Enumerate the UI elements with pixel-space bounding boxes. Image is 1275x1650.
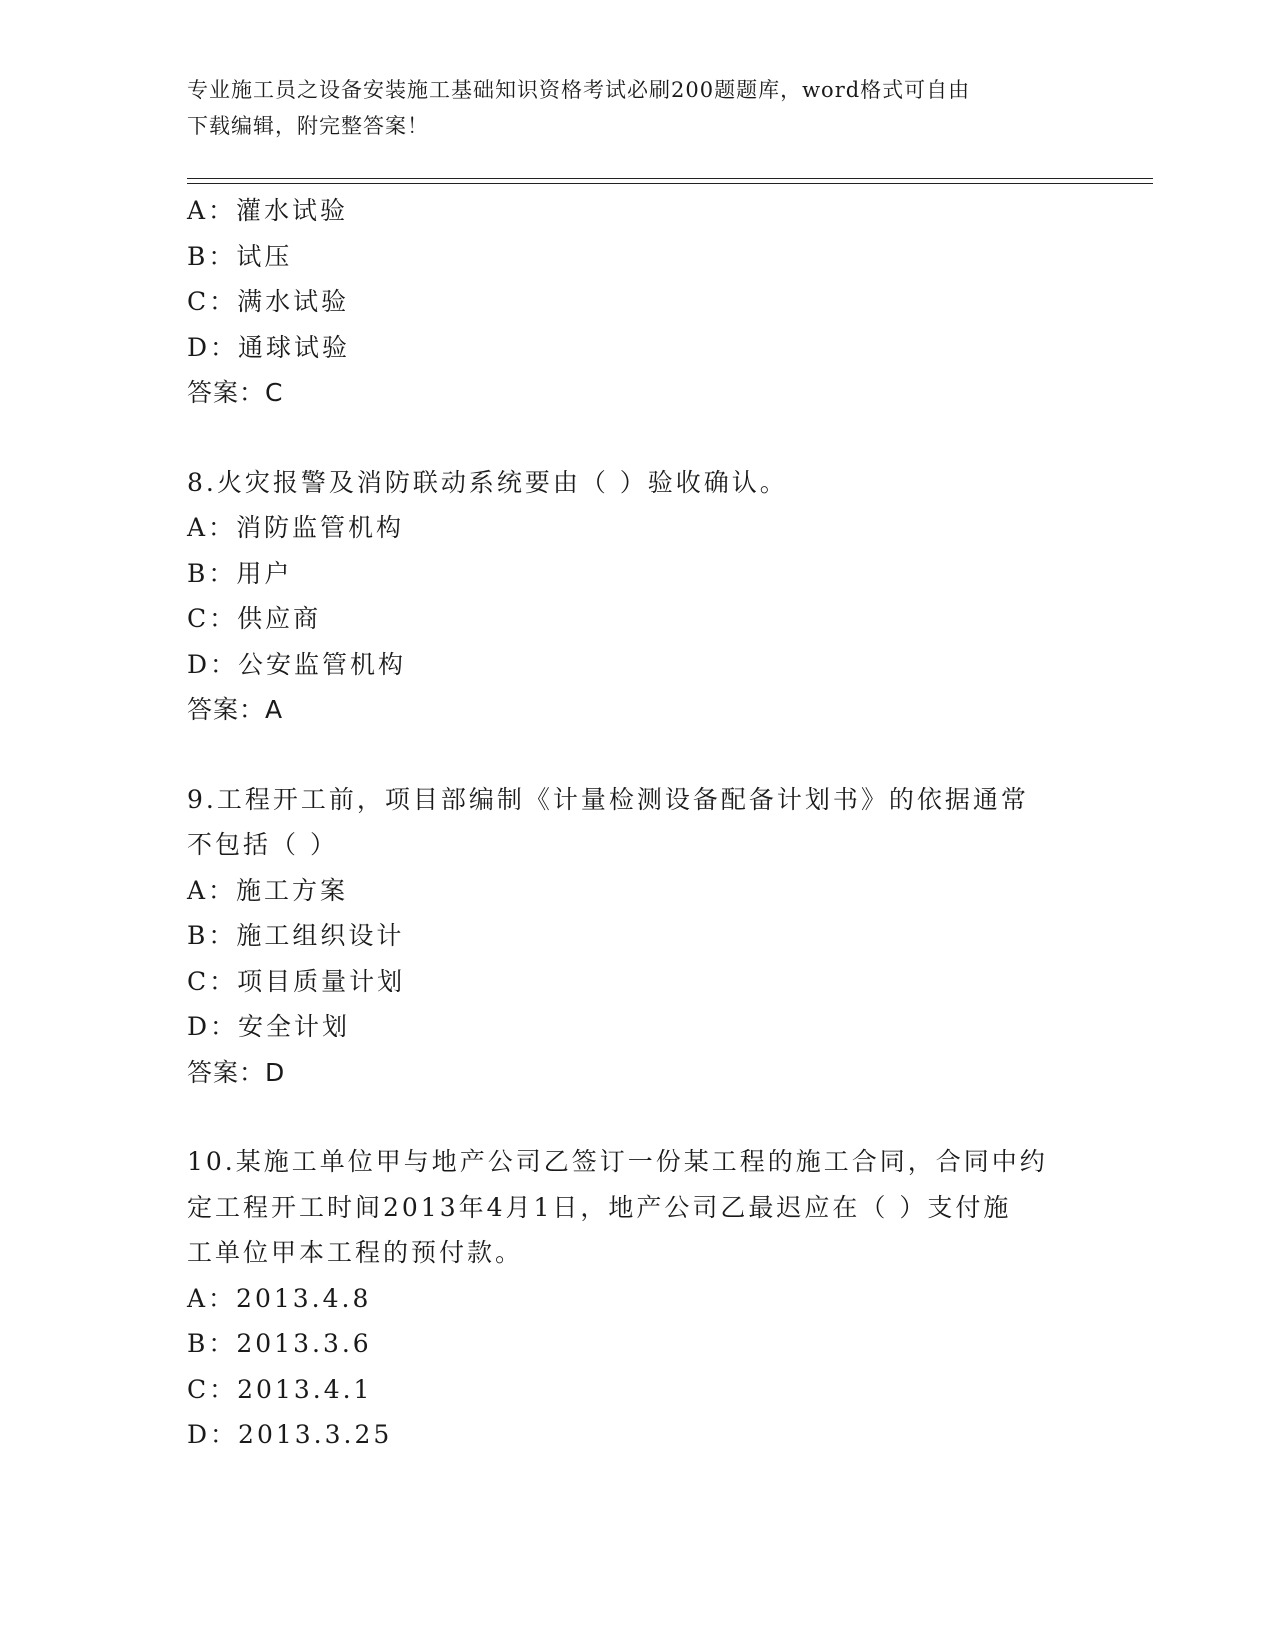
question-stem-line-1: 9.工程开工前，项目部编制《计量检测设备配备计划书》的依据通常	[187, 784, 1029, 814]
answer: 答案：C	[187, 378, 284, 407]
document-header	[187, 72, 1067, 144]
option-d: D：安全计划	[187, 1012, 351, 1041]
question-8	[187, 460, 1087, 733]
question-stem-line-1: 10.某施工单位甲与地产公司乙签订一份某工程的施工合同，合同中约	[187, 1147, 1048, 1176]
option-d: D：通球试验	[187, 332, 351, 362]
question-stem-line-3: 工单位甲本工程的预付款。	[187, 1238, 524, 1267]
question-9	[187, 777, 1087, 1096]
option-b: B：2013.3.6	[187, 1329, 372, 1358]
option-b: B：用户	[187, 558, 293, 588]
question-stem-line-2: 不包括（ ）	[187, 830, 338, 859]
option-c: C：项目质量计划	[187, 966, 406, 996]
header-rule-top	[187, 178, 1153, 179]
question-10	[187, 1139, 1087, 1458]
header-rule-bottom	[187, 183, 1153, 184]
option-b: B：试压	[187, 241, 293, 271]
option-a: A：2013.4.8	[187, 1283, 372, 1313]
option-a: A：灌水试验	[187, 196, 349, 225]
option-a: A：消防监管机构	[187, 513, 405, 542]
question-stem: 8.火灾报警及消防联动系统要由（ ）验收确认。	[187, 467, 788, 497]
option-d: D：2013.3.25	[187, 1420, 393, 1449]
question-stem-line-2: 定工程开工时间2013年4月1日，地产公司乙最迟应在（ ）支付施	[187, 1192, 1012, 1222]
answer: 答案：D	[187, 1057, 286, 1087]
option-c: C：满水试验	[187, 287, 350, 316]
option-b: B：施工组织设计	[187, 921, 405, 950]
question-7	[187, 188, 1087, 416]
answer: 答案：A	[187, 695, 284, 724]
option-c: C：2013.4.1	[187, 1374, 373, 1404]
option-d: D：公安监管机构	[187, 649, 407, 679]
question-list	[187, 188, 1087, 1458]
option-a: A：施工方案	[187, 875, 349, 905]
option-c: C：供应商	[187, 604, 322, 633]
header-line-1: 专业施工员之设备安装施工基础知识资格考试必刷200题题库，word格式可自由	[187, 78, 971, 102]
header-line-2: 下载编辑，附完整答案！	[187, 114, 429, 138]
